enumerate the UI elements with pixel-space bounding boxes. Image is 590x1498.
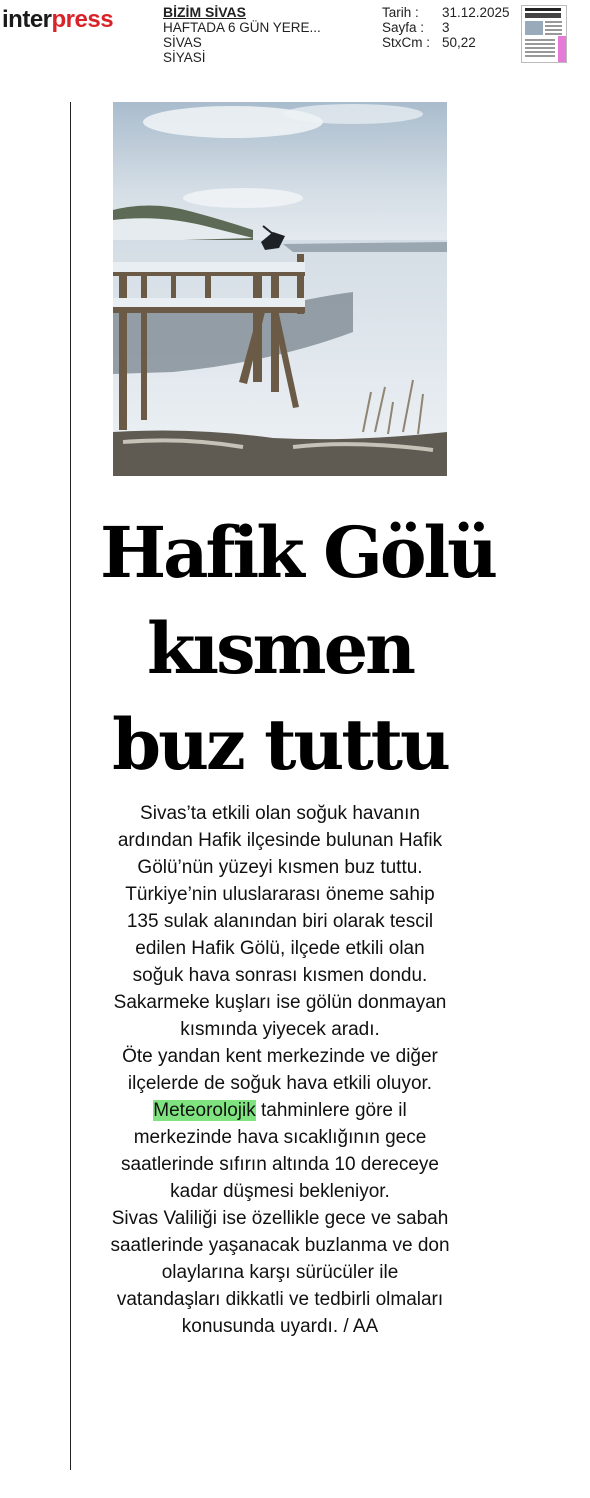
page-value: 3 [442,20,450,35]
paragraph-3: Sakarmeke kuşları ise gölün donmayan kısmında yiyecek aradı. [113,992,447,1040]
date-value: 31.12.2025 [442,5,510,20]
stxcm-label: StxCm : [382,35,431,50]
clipping-city: SİVAS [163,35,202,50]
article-body [110,800,450,1340]
column-divider [70,102,71,1470]
clipping-section: SİYASİ [163,50,206,65]
paragraph-4: Öte yandan kent merkezinde ve diğer ilçelerde de soğuk hava etkili oluyor. [122,1046,438,1094]
publication-name: BİZİM SİVAS [163,5,246,20]
paragraph-5-rest: tahminlere göre il merkezinde hava sıcaklığının gece saatlerinde sıfırın altında 10 dereceye kadar düşmesi bekleniyor. [121,1100,439,1202]
headline-line-1: Hafik Gölü [100,511,496,594]
clipping-headline: HAFTADA 6 GÜN YERE... [163,20,321,35]
page-label: Sayfa : [382,20,425,35]
headline-line-2: kısmen [147,607,413,690]
logo-accent-text: press [51,6,114,33]
interpress-logo [2,6,113,34]
frozen-lake-photo [113,102,447,476]
stxcm-value: 50,22 [442,35,476,50]
paragraph-6: Sivas Valiliği ise özellikle gece ve sabah saatlerinde yaşanacak buzlanma ve don olaylarına karşı sürücüler ile vatandaşları dikkatli ve tedbirli olmaları konusunda uyardı. / AA [110,1208,450,1337]
clipping-meta [382,5,510,50]
clipping-info [163,5,368,65]
highlighted-keyword: Meteorolojik [153,1100,256,1121]
page-thumbnail[interactable] [521,5,567,63]
paragraph-2: Türkiye’nin uluslararası öneme sahip 135 sulak alanından biri olarak tescil edilen Hafik Gölü, ilçede etkili olan soğuk hava sonrası kısmen dondu. [125,884,435,986]
paragraph-1: Sivas’ta etkili olan soğuk havanın ardından Hafik ilçesinde bulunan Hafik Gölü’nün yüzeyi kısmen buz tuttu. [117,803,443,878]
paragraph-5 [110,1097,450,1205]
logo-main-text: inter [2,6,52,33]
article-headline [100,505,496,793]
headline-line-3: buz tuttu [112,703,448,786]
date-label: Tarih : [382,5,419,20]
